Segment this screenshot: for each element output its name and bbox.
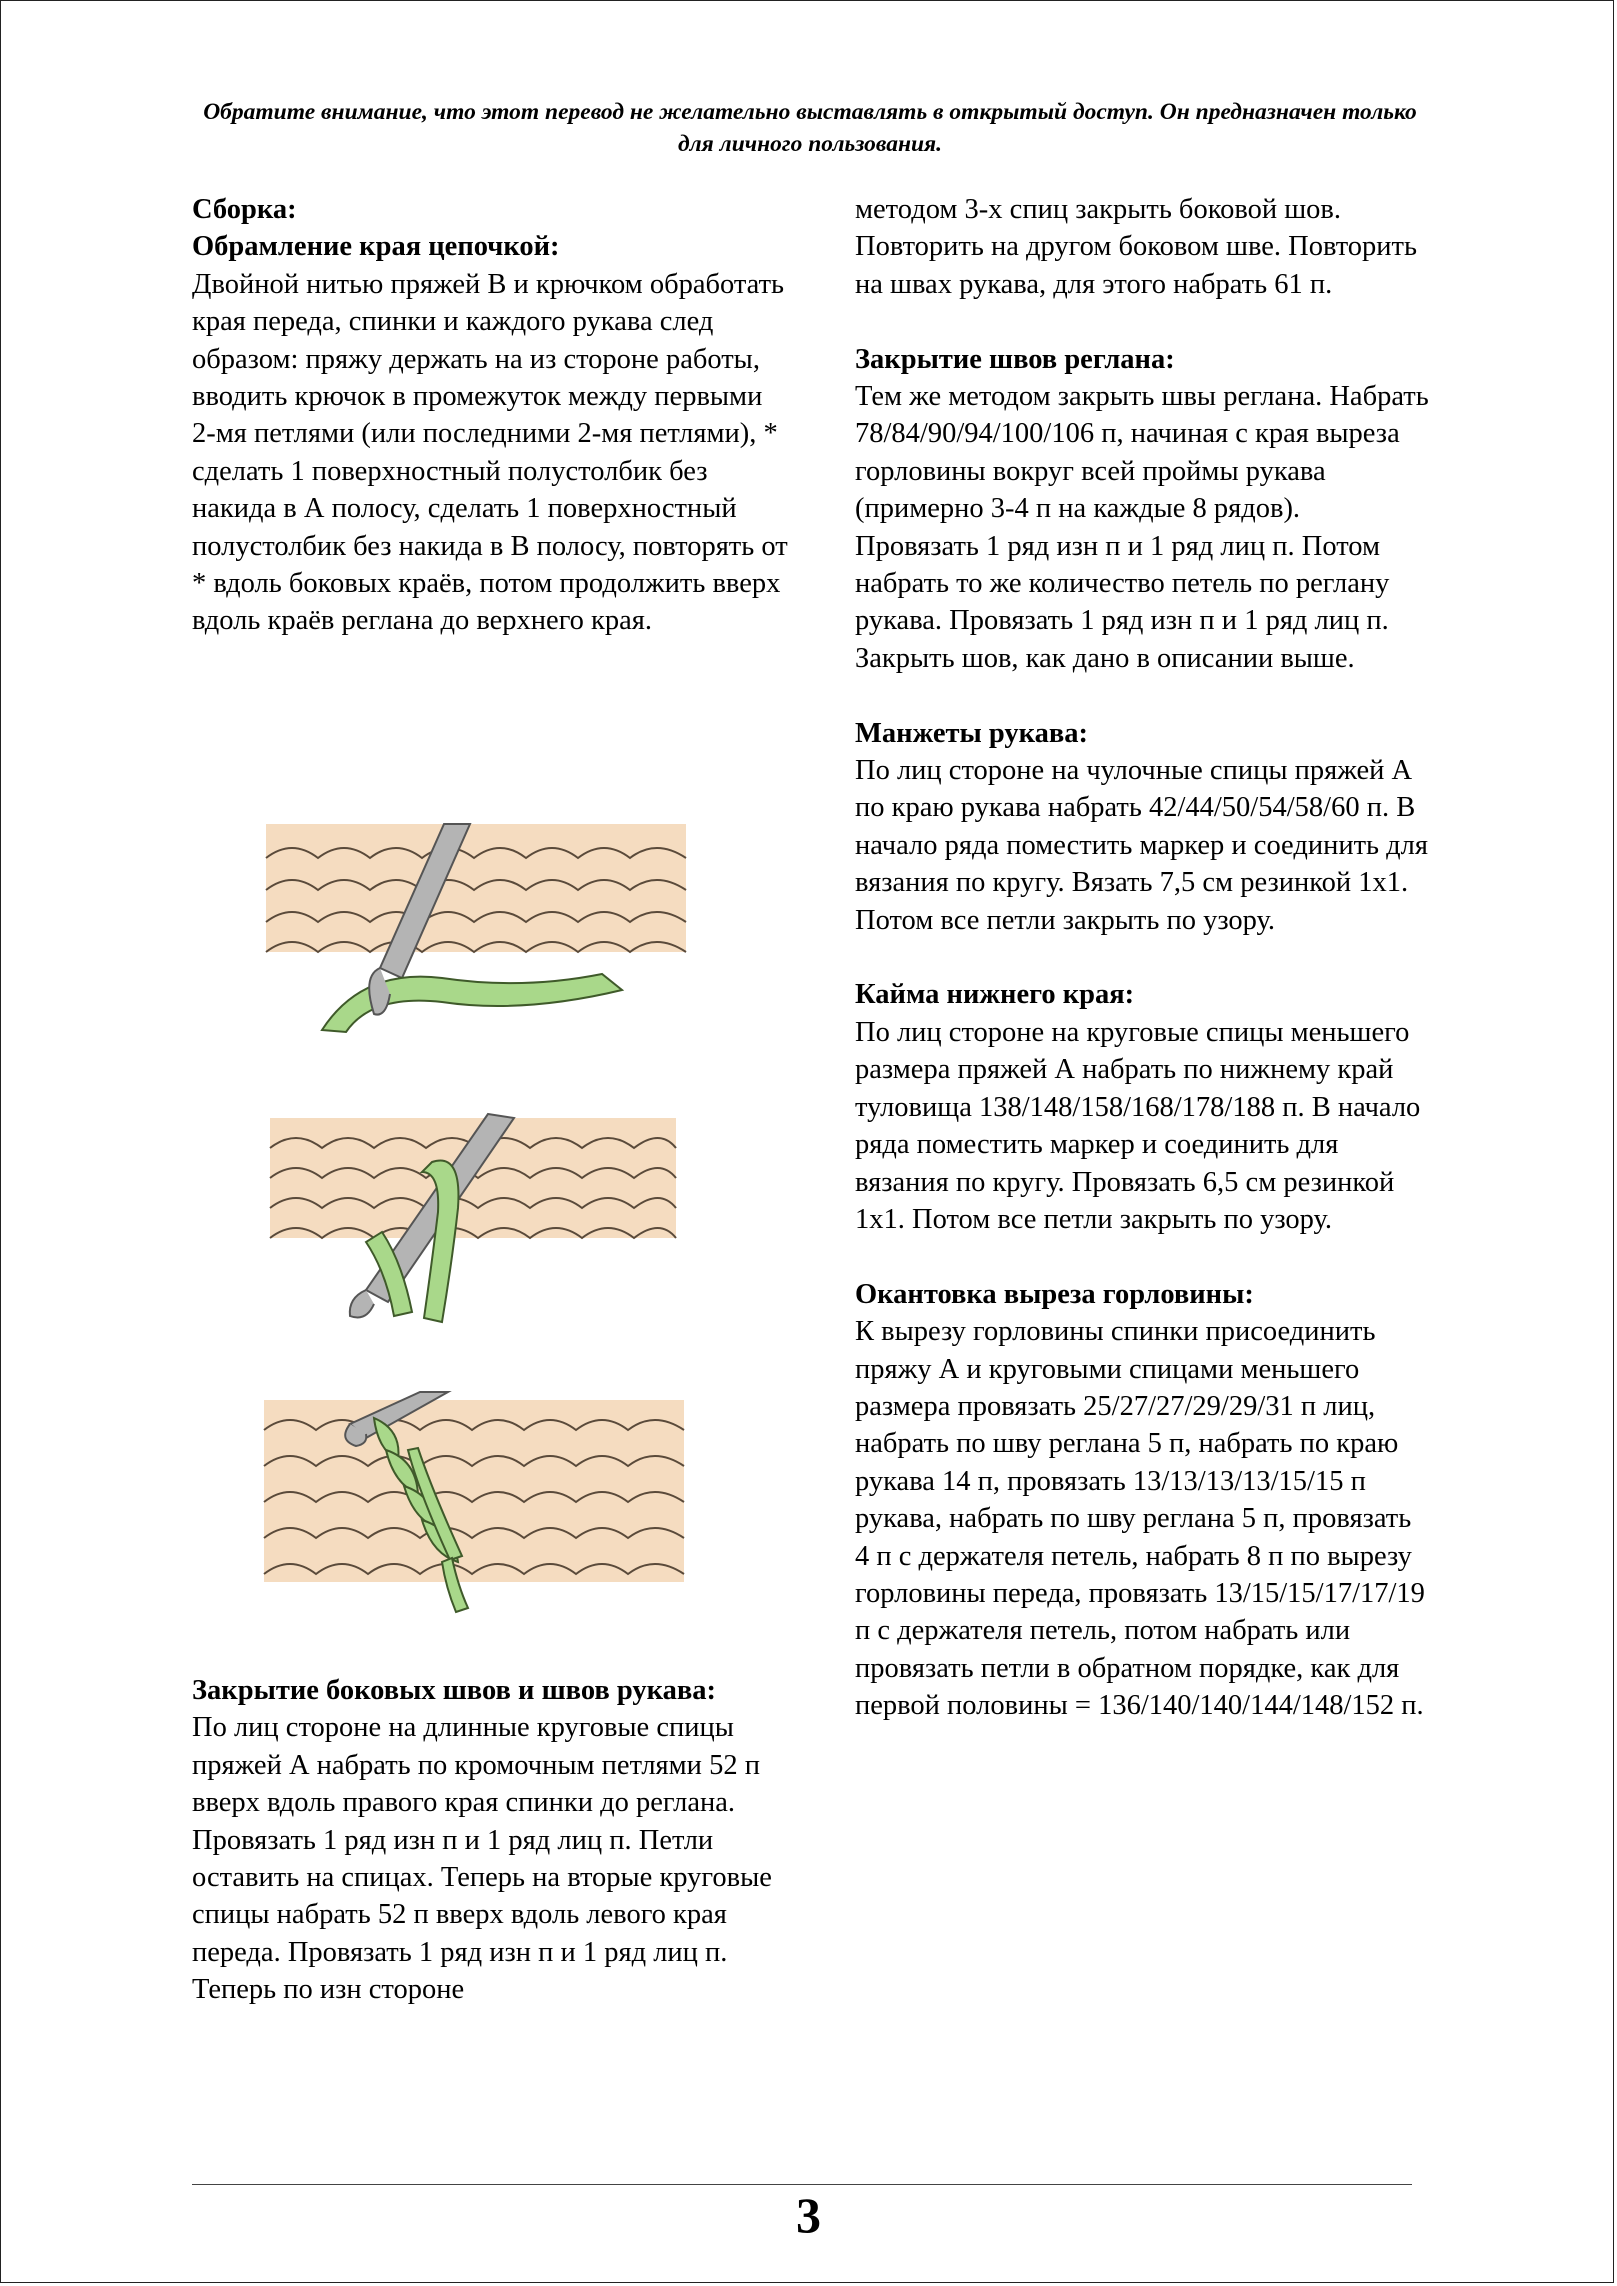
hook-tip	[350, 1290, 374, 1318]
section-gap	[855, 939, 1430, 976]
left-column-top	[192, 191, 792, 640]
side-seams-text: По лиц стороне на длинные круговые спицы пряжей А набрать по кромочным петлями 52 п вверх вдоль правого края спинки до реглана. Провязать 1 ряд изн п и 1 ряд лиц п. Петли оставить на спицах. Теперь на вторые круговые спицы набрать 52 п вверх вдоль левого края переда. Провязать 1 ряд изн п и 1 ряд лиц п. Теперь по изн стороне	[192, 1712, 772, 2006]
yarn-strand	[322, 974, 622, 1032]
neckband-heading: Окантовка выреза горловины:	[855, 1278, 1254, 1310]
assembly-heading: Сборка:	[192, 194, 297, 225]
hem-heading: Кайма нижнего края:	[855, 979, 1135, 1011]
raglan-text: Тем же методом закрыть швы реглана. Набрать 78/84/90/94/100/106 п, начиная с края выреза горловины вокруг всей проймы рукава (примерно 3-4 п на каждые 8 рядов). Провязать 1 ряд изн п и 1 ряд лиц п. Потом набрать то же количество петель по реглану рукава. Провязать 1 ряд изн п и 1 ряд лиц п. Закрыть шов, как дано в описании выше.	[855, 381, 1429, 674]
privacy-notice: Обратите внимание, что этот перевод не желательно выставлять в открытый доступ. Он предназначен только для личного пользования.	[203, 99, 1417, 157]
crochet-step-1-drawing	[262, 818, 692, 1036]
right-column	[855, 191, 1430, 1725]
cuffs-text: По лиц стороне на чулочные спицы пряжей А по краю рукава набрать 42/44/50/54/58/60 п. В начало ряда поместить маркер и соединить для вязания по кругу. Вязать 7,5 см резинкой 1х1. Потом все петли закрыть по узору.	[855, 755, 1428, 936]
crochet-step-2-drawing	[262, 1112, 692, 1327]
side-seams-heading: Закрытие боковых швов и швов рукава:	[192, 1675, 717, 1706]
crochet-step-3-drawing	[262, 1390, 692, 1615]
illustration-step-2	[262, 1112, 692, 1327]
footer-rule	[192, 2184, 1412, 2185]
neckband-text: К вырезу горловины спинки присоединить пряжу А и круговыми спицами меньшего размера провязать 25/27/27/29/29/31 п лиц, набрать по шву реглана 5 п, набрать по краю рукава 14 п, провязать 13/13/13/13/15/15 п рукава, набрать по шву реглана 5 п, провязать 4 п с держателя петель, набрать 8 п по вырезу горловины переда, провязать 13/15/15/17/17/19 п с держателя петель, потом набрать или провязать петли в обратном порядке, как для первой половины = 136/140/140/144/148/152 п.	[855, 1316, 1425, 1722]
chain-edging-heading: Обрамление края цепочкой:	[192, 231, 560, 263]
side-seams-continuation: методом 3-х спиц закрыть боковой шов. Повторить на другом боковом шве. Повторить на швах рукава, для этого набрать 61 п.	[855, 194, 1418, 300]
cuffs-heading: Манжеты рукава:	[855, 717, 1088, 749]
page-number: 3	[796, 2187, 821, 2243]
illustration-step-3	[262, 1390, 692, 1615]
left-column-bottom	[192, 1672, 792, 2009]
hem-text: По лиц стороне на круговые спицы меньшего размера пряжей А набрать по нижнему край туловища 138/148/158/168/178/188 п. В начало ряда поместить маркер и соединить для вязания по кругу. Провязать 6,5 см резинкой 1х1. Потом все петли закрыть по узору.	[855, 1016, 1421, 1235]
chain-edging-text: Двойной нитью пряжей В и крючком обработать края переда, спинки и каждого рукава след образом: пряжу держать на из стороне работы, вводить крючок в промежуток между первыми 2-мя петлями (или последними 2-мя петлями), * сделать 1 поверхностный полустолбик без накида в А полосу, сделать 1 поверхностный полустолбик без накида в В полосу, повторять от * вдоль боковых краёв, потом продолжить вверх вдоль краёв реглана до верхнего края.	[192, 268, 788, 637]
section-gap	[855, 1238, 1430, 1275]
section-gap	[855, 303, 1430, 340]
raglan-heading: Закрытие швов реглана:	[855, 343, 1175, 375]
hook-tip	[369, 968, 390, 1015]
illustration-step-1	[262, 818, 692, 1036]
section-gap	[855, 677, 1430, 714]
